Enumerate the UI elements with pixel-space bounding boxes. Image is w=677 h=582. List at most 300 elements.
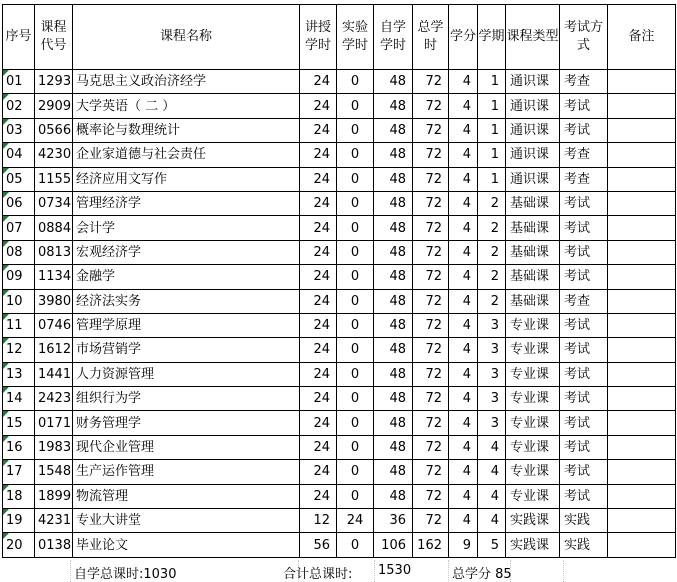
cell-course-type[interactable] bbox=[506, 338, 560, 362]
cell-credit[interactable] bbox=[449, 435, 478, 459]
cell-lab-hours[interactable] bbox=[337, 411, 374, 435]
cell-self-study-hours[interactable] bbox=[374, 484, 413, 508]
cell-lab-hours[interactable] bbox=[337, 265, 374, 289]
cell-note[interactable] bbox=[608, 216, 676, 240]
cell-lab-hours-text: 0 bbox=[350, 391, 360, 407]
cell-term-text: 4 bbox=[490, 488, 499, 504]
cell-course-name-text: 会计学 bbox=[76, 220, 116, 236]
cell-note[interactable] bbox=[608, 509, 676, 533]
cell-total-hours[interactable] bbox=[413, 533, 449, 557]
cell-lecture-hours-text: 24 bbox=[313, 220, 330, 236]
cell-lab-hours[interactable] bbox=[337, 94, 374, 118]
cell-note[interactable] bbox=[608, 411, 676, 435]
cell-lecture-hours-text: 24 bbox=[313, 171, 330, 187]
cell-total-hours[interactable] bbox=[413, 191, 449, 215]
cell-code[interactable] bbox=[35, 216, 73, 240]
cell-self-study-hours[interactable] bbox=[374, 265, 413, 289]
cell-lecture-hours[interactable] bbox=[300, 167, 337, 191]
cell-course-type[interactable] bbox=[506, 240, 560, 264]
cell-code[interactable] bbox=[35, 460, 73, 484]
cell-exam-method[interactable] bbox=[560, 167, 608, 191]
cell-course-name[interactable] bbox=[73, 289, 300, 313]
credit-total[interactable]: 总学分 85 bbox=[452, 567, 512, 582]
cell-seq[interactable] bbox=[3, 338, 35, 362]
cell-course-name[interactable] bbox=[73, 240, 300, 264]
cell-seq[interactable] bbox=[3, 411, 35, 435]
cell-lecture-hours[interactable] bbox=[300, 411, 337, 435]
cell-code[interactable] bbox=[35, 509, 73, 533]
cell-term[interactable] bbox=[478, 362, 506, 386]
cell-course-name[interactable] bbox=[73, 362, 300, 386]
cell-lecture-hours[interactable] bbox=[300, 435, 337, 459]
cell-self-study-hours[interactable] bbox=[374, 94, 413, 118]
cell-term[interactable] bbox=[478, 191, 506, 215]
cell-seq[interactable] bbox=[3, 143, 35, 167]
cell-course-type[interactable] bbox=[506, 70, 560, 94]
cell-note[interactable] bbox=[608, 289, 676, 313]
cell-seq[interactable] bbox=[3, 362, 35, 386]
cell-code[interactable] bbox=[35, 533, 73, 557]
cell-lab-hours[interactable] bbox=[337, 118, 374, 142]
cell-exam-method-text: 实践 bbox=[564, 537, 591, 553]
text-number-warning-marker bbox=[3, 485, 9, 491]
cell-lab-hours[interactable] bbox=[337, 435, 374, 459]
cell-exam-method[interactable] bbox=[560, 338, 608, 362]
header-lab[interactable]: 实验学时 bbox=[337, 5, 374, 70]
cell-lab-hours[interactable] bbox=[337, 70, 374, 94]
cell-total-hours[interactable] bbox=[413, 362, 449, 386]
cell-code[interactable] bbox=[35, 338, 73, 362]
cell-lab-hours[interactable] bbox=[337, 240, 374, 264]
cell-self-study-hours[interactable] bbox=[374, 460, 413, 484]
cell-self-study-hours[interactable] bbox=[374, 143, 413, 167]
cell-course-type[interactable] bbox=[506, 216, 560, 240]
cell-lab-hours-text: 0 bbox=[350, 244, 360, 260]
cell-credit[interactable] bbox=[449, 191, 478, 215]
header-total[interactable]: 总学时 bbox=[413, 5, 449, 70]
cell-seq-text: 06 bbox=[6, 196, 23, 212]
cell-course-name-text: 马克思主义政治济经学 bbox=[76, 74, 207, 90]
cell-lab-hours[interactable] bbox=[337, 509, 374, 533]
cell-code[interactable] bbox=[35, 411, 73, 435]
cell-lab-hours[interactable] bbox=[337, 484, 374, 508]
cell-lecture-hours[interactable] bbox=[300, 216, 337, 240]
cell-lecture-hours[interactable] bbox=[300, 362, 337, 386]
cell-credit[interactable] bbox=[449, 460, 478, 484]
cell-exam-method[interactable] bbox=[560, 143, 608, 167]
cell-lab-hours-text: 0 bbox=[350, 293, 360, 309]
grand-total-value[interactable]: 1530 bbox=[378, 563, 412, 578]
cell-note[interactable] bbox=[608, 338, 676, 362]
cell-course-name-text: 市场营销学 bbox=[76, 342, 142, 358]
cell-total-hours[interactable] bbox=[413, 143, 449, 167]
cell-total-hours[interactable] bbox=[413, 460, 449, 484]
cell-seq-text: 10 bbox=[6, 293, 23, 309]
cell-lecture-hours[interactable] bbox=[300, 118, 337, 142]
cell-credit[interactable] bbox=[449, 216, 478, 240]
cell-lab-hours[interactable] bbox=[337, 387, 374, 411]
cell-exam-method-text: 考试 bbox=[564, 196, 591, 212]
cell-seq[interactable] bbox=[3, 435, 35, 459]
cell-self-study-hours[interactable] bbox=[374, 240, 413, 264]
cell-note[interactable] bbox=[608, 167, 676, 191]
cell-code[interactable] bbox=[35, 435, 73, 459]
cell-total-hours[interactable] bbox=[413, 387, 449, 411]
header-credit[interactable]: 学分 bbox=[449, 5, 478, 70]
cell-exam-method[interactable] bbox=[560, 216, 608, 240]
cell-lecture-hours[interactable] bbox=[300, 240, 337, 264]
cell-course-name[interactable] bbox=[73, 313, 300, 337]
cell-lab-hours-text: 0 bbox=[350, 342, 360, 358]
cell-total-hours[interactable] bbox=[413, 216, 449, 240]
cell-credit[interactable] bbox=[449, 484, 478, 508]
cell-exam-method-text: 考试 bbox=[564, 488, 591, 504]
cell-seq[interactable] bbox=[3, 118, 35, 142]
cell-course-name-text: 经济法实务 bbox=[76, 293, 142, 309]
cell-course-type[interactable] bbox=[506, 289, 560, 313]
cell-code[interactable] bbox=[35, 167, 73, 191]
cell-code-text: 3980 bbox=[38, 293, 72, 309]
cell-code[interactable] bbox=[35, 191, 73, 215]
cell-term[interactable] bbox=[478, 387, 506, 411]
cell-exam-method[interactable] bbox=[560, 387, 608, 411]
cell-exam-method[interactable] bbox=[560, 509, 608, 533]
cell-lab-hours[interactable] bbox=[337, 143, 374, 167]
cell-code[interactable] bbox=[35, 362, 73, 386]
cell-note[interactable] bbox=[608, 484, 676, 508]
cell-course-name[interactable] bbox=[73, 70, 300, 94]
cell-exam-method[interactable] bbox=[560, 240, 608, 264]
cell-total-hours[interactable] bbox=[413, 240, 449, 264]
cell-self-study-hours[interactable] bbox=[374, 387, 413, 411]
cell-term[interactable] bbox=[478, 70, 506, 94]
cell-course-name[interactable] bbox=[73, 216, 300, 240]
cell-exam-method-text: 考试 bbox=[564, 391, 591, 407]
cell-self-study-hours[interactable] bbox=[374, 435, 413, 459]
cell-self-study-hours[interactable] bbox=[374, 289, 413, 313]
cell-course-name[interactable] bbox=[73, 387, 300, 411]
cell-course-type[interactable] bbox=[506, 143, 560, 167]
cell-code[interactable] bbox=[35, 118, 73, 142]
cell-term[interactable] bbox=[478, 94, 506, 118]
cell-lecture-hours[interactable] bbox=[300, 143, 337, 167]
cell-credit[interactable] bbox=[449, 94, 478, 118]
cell-note[interactable] bbox=[608, 143, 676, 167]
cell-self-study-hours[interactable] bbox=[374, 313, 413, 337]
grand-total-label[interactable]: 合计总课时: bbox=[283, 567, 353, 582]
cell-term[interactable] bbox=[478, 484, 506, 508]
cell-course-name[interactable] bbox=[73, 460, 300, 484]
cell-self-study-hours[interactable] bbox=[374, 191, 413, 215]
cell-course-type[interactable] bbox=[506, 484, 560, 508]
cell-term[interactable] bbox=[478, 313, 506, 337]
cell-self-study-hours[interactable] bbox=[374, 216, 413, 240]
header-exam[interactable]: 考试方式 bbox=[560, 5, 608, 70]
cell-course-name[interactable] bbox=[73, 435, 300, 459]
cell-code[interactable] bbox=[35, 313, 73, 337]
cell-note[interactable] bbox=[608, 191, 676, 215]
cell-term[interactable] bbox=[478, 289, 506, 313]
cell-credit[interactable] bbox=[449, 289, 478, 313]
cell-course-name[interactable] bbox=[73, 509, 300, 533]
cell-lab-hours-text: 0 bbox=[350, 415, 360, 431]
cell-seq[interactable] bbox=[3, 167, 35, 191]
cell-total-hours[interactable] bbox=[413, 118, 449, 142]
cell-note[interactable] bbox=[608, 387, 676, 411]
cell-seq[interactable] bbox=[3, 240, 35, 264]
cell-credit[interactable] bbox=[449, 313, 478, 337]
cell-self-study-hours[interactable] bbox=[374, 533, 413, 557]
cell-course-type[interactable] bbox=[506, 509, 560, 533]
cell-lab-hours[interactable] bbox=[337, 289, 374, 313]
cell-seq[interactable] bbox=[3, 387, 35, 411]
cell-seq[interactable] bbox=[3, 484, 35, 508]
cell-code[interactable] bbox=[35, 484, 73, 508]
cell-credit[interactable] bbox=[449, 338, 478, 362]
cell-credit[interactable] bbox=[449, 240, 478, 264]
cell-lecture-hours[interactable] bbox=[300, 460, 337, 484]
cell-seq[interactable] bbox=[3, 191, 35, 215]
cell-credit[interactable] bbox=[449, 118, 478, 142]
cell-total-hours-text: 72 bbox=[425, 513, 442, 529]
cell-credit[interactable] bbox=[449, 167, 478, 191]
cell-term[interactable] bbox=[478, 509, 506, 533]
cell-credit[interactable] bbox=[449, 70, 478, 94]
cell-self-study-hours[interactable] bbox=[374, 338, 413, 362]
cell-code[interactable] bbox=[35, 70, 73, 94]
cell-seq[interactable] bbox=[3, 70, 35, 94]
cell-term-text: 1 bbox=[490, 74, 499, 90]
cell-term-text: 4 bbox=[490, 513, 499, 529]
cell-credit[interactable] bbox=[449, 387, 478, 411]
cell-total-hours[interactable] bbox=[413, 435, 449, 459]
cell-course-type[interactable] bbox=[506, 313, 560, 337]
cell-self-study-hours-text: 48 bbox=[389, 391, 406, 407]
cell-course-name-text: 财务管理学 bbox=[76, 415, 142, 431]
cell-term[interactable] bbox=[478, 167, 506, 191]
cell-lecture-hours[interactable] bbox=[300, 191, 337, 215]
cell-total-hours[interactable] bbox=[413, 313, 449, 337]
header-name[interactable]: 课程名称 bbox=[73, 5, 300, 70]
cell-course-name[interactable] bbox=[73, 265, 300, 289]
cell-lab-hours[interactable] bbox=[337, 313, 374, 337]
cell-course-name[interactable] bbox=[73, 118, 300, 142]
cell-lecture-hours[interactable] bbox=[300, 338, 337, 362]
cell-total-hours[interactable] bbox=[413, 94, 449, 118]
cell-code-text: 4231 bbox=[38, 513, 72, 529]
cell-code[interactable] bbox=[35, 94, 73, 118]
cell-total-hours[interactable] bbox=[413, 70, 449, 94]
cell-term[interactable] bbox=[478, 240, 506, 264]
grid-line bbox=[448, 560, 449, 582]
cell-lecture-hours[interactable] bbox=[300, 533, 337, 557]
cell-course-type[interactable] bbox=[506, 435, 560, 459]
cell-term[interactable] bbox=[478, 435, 506, 459]
cell-exam-method[interactable] bbox=[560, 313, 608, 337]
cell-course-name[interactable] bbox=[73, 191, 300, 215]
cell-course-type[interactable] bbox=[506, 265, 560, 289]
cell-lecture-hours[interactable] bbox=[300, 265, 337, 289]
cell-course-type[interactable] bbox=[506, 118, 560, 142]
cell-exam-method[interactable] bbox=[560, 118, 608, 142]
cell-total-hours[interactable] bbox=[413, 289, 449, 313]
cell-seq[interactable] bbox=[3, 289, 35, 313]
cell-total-hours[interactable] bbox=[413, 265, 449, 289]
cell-total-hours[interactable] bbox=[413, 484, 449, 508]
cell-course-name-text: 生产运作管理 bbox=[76, 464, 155, 480]
cell-self-study-hours[interactable] bbox=[374, 167, 413, 191]
cell-exam-method[interactable] bbox=[560, 94, 608, 118]
cell-term[interactable] bbox=[478, 533, 506, 557]
cell-term[interactable] bbox=[478, 216, 506, 240]
cell-exam-method-text: 考试 bbox=[564, 269, 591, 285]
cell-seq-text: 05 bbox=[6, 171, 23, 187]
cell-course-type[interactable] bbox=[506, 533, 560, 557]
cell-code[interactable] bbox=[35, 240, 73, 264]
cell-exam-method[interactable] bbox=[560, 265, 608, 289]
cell-term[interactable] bbox=[478, 338, 506, 362]
cell-total-hours-text: 72 bbox=[425, 122, 442, 138]
cell-lab-hours[interactable] bbox=[337, 460, 374, 484]
cell-credit[interactable] bbox=[449, 411, 478, 435]
cell-course-name[interactable] bbox=[73, 143, 300, 167]
header-lecture[interactable]: 讲授学时 bbox=[300, 5, 337, 70]
cell-total-hours[interactable] bbox=[413, 167, 449, 191]
header-type[interactable]: 课程类型 bbox=[506, 5, 560, 70]
cell-seq[interactable] bbox=[3, 94, 35, 118]
cell-code[interactable] bbox=[35, 265, 73, 289]
cell-lecture-hours[interactable] bbox=[300, 484, 337, 508]
cell-self-study-hours[interactable] bbox=[374, 118, 413, 142]
cell-course-type-text: 专业课 bbox=[510, 464, 550, 480]
cell-exam-method[interactable] bbox=[560, 70, 608, 94]
cell-code-text: 1134 bbox=[38, 269, 72, 285]
cell-course-name[interactable] bbox=[73, 411, 300, 435]
cell-exam-method[interactable] bbox=[560, 362, 608, 386]
cell-note[interactable] bbox=[608, 118, 676, 142]
cell-lecture-hours[interactable] bbox=[300, 313, 337, 337]
cell-lab-hours-text: 0 bbox=[350, 269, 360, 285]
cell-lab-hours[interactable] bbox=[337, 191, 374, 215]
text-number-warning-marker bbox=[3, 533, 9, 539]
cell-course-name[interactable] bbox=[73, 533, 300, 557]
cell-term[interactable] bbox=[478, 460, 506, 484]
header-code[interactable]: 课程代号 bbox=[35, 5, 73, 70]
cell-credit[interactable] bbox=[449, 533, 478, 557]
cell-self-study-hours[interactable] bbox=[374, 411, 413, 435]
cell-exam-method-text: 考试 bbox=[564, 342, 591, 358]
cell-lecture-hours[interactable] bbox=[300, 509, 337, 533]
cell-credit[interactable] bbox=[449, 265, 478, 289]
header-seq[interactable]: 序号 bbox=[3, 5, 35, 70]
cell-lab-hours[interactable] bbox=[337, 533, 374, 557]
header-self[interactable]: 自学学时 bbox=[374, 5, 413, 70]
cell-total-hours[interactable] bbox=[413, 509, 449, 533]
cell-code[interactable] bbox=[35, 289, 73, 313]
cell-lecture-hours[interactable] bbox=[300, 289, 337, 313]
cell-self-study-hours[interactable] bbox=[374, 509, 413, 533]
cell-exam-method[interactable] bbox=[560, 191, 608, 215]
cell-exam-method[interactable] bbox=[560, 289, 608, 313]
cell-self-study-hours[interactable] bbox=[374, 70, 413, 94]
cell-credit-text: 4 bbox=[462, 196, 471, 212]
cell-course-type[interactable] bbox=[506, 387, 560, 411]
cell-code[interactable] bbox=[35, 143, 73, 167]
cell-code[interactable] bbox=[35, 387, 73, 411]
cell-course-type[interactable] bbox=[506, 362, 560, 386]
cell-course-type[interactable] bbox=[506, 191, 560, 215]
cell-seq[interactable] bbox=[3, 216, 35, 240]
cell-note[interactable] bbox=[608, 460, 676, 484]
cell-credit[interactable] bbox=[449, 143, 478, 167]
cell-course-type[interactable] bbox=[506, 460, 560, 484]
cell-course-name[interactable] bbox=[73, 484, 300, 508]
cell-note[interactable] bbox=[608, 265, 676, 289]
cell-note[interactable] bbox=[608, 533, 676, 557]
cell-total-hours[interactable] bbox=[413, 338, 449, 362]
cell-lab-hours[interactable] bbox=[337, 216, 374, 240]
cell-total-hours[interactable] bbox=[413, 411, 449, 435]
cell-term[interactable] bbox=[478, 265, 506, 289]
cell-code-text: 1441 bbox=[38, 366, 72, 382]
cell-term[interactable] bbox=[478, 411, 506, 435]
cell-note[interactable] bbox=[608, 94, 676, 118]
cell-lab-hours[interactable] bbox=[337, 167, 374, 191]
cell-credit[interactable] bbox=[449, 509, 478, 533]
cell-lecture-hours-text: 24 bbox=[313, 464, 330, 480]
cell-lecture-hours[interactable] bbox=[300, 387, 337, 411]
header-note[interactable]: 备注 bbox=[608, 5, 676, 70]
cell-lecture-hours[interactable] bbox=[300, 70, 337, 94]
cell-lecture-hours[interactable] bbox=[300, 94, 337, 118]
cell-self-study-hours[interactable] bbox=[374, 362, 413, 386]
cell-course-name[interactable] bbox=[73, 167, 300, 191]
cell-exam-method[interactable] bbox=[560, 533, 608, 557]
cell-credit[interactable] bbox=[449, 362, 478, 386]
cell-lab-hours[interactable] bbox=[337, 338, 374, 362]
cell-lab-hours[interactable] bbox=[337, 362, 374, 386]
self-study-total[interactable]: 自学总课时:1030 bbox=[74, 567, 177, 582]
cell-course-type[interactable] bbox=[506, 94, 560, 118]
cell-course-type-text: 专业课 bbox=[510, 488, 550, 504]
cell-seq[interactable] bbox=[3, 265, 35, 289]
cell-exam-method[interactable] bbox=[560, 460, 608, 484]
cell-exam-method[interactable] bbox=[560, 484, 608, 508]
cell-term[interactable] bbox=[478, 118, 506, 142]
cell-note[interactable] bbox=[608, 313, 676, 337]
cell-course-type[interactable] bbox=[506, 411, 560, 435]
cell-seq[interactable] bbox=[3, 460, 35, 484]
cell-course-name[interactable] bbox=[73, 94, 300, 118]
cell-self-study-hours-text: 48 bbox=[389, 366, 406, 382]
cell-lab-hours-text: 0 bbox=[350, 440, 360, 456]
cell-note[interactable] bbox=[608, 240, 676, 264]
header-term[interactable]: 学期 bbox=[478, 5, 506, 70]
cell-seq[interactable] bbox=[3, 313, 35, 337]
cell-note[interactable] bbox=[608, 362, 676, 386]
text-number-warning-marker bbox=[3, 70, 9, 76]
cell-note[interactable] bbox=[608, 435, 676, 459]
cell-course-type[interactable] bbox=[506, 167, 560, 191]
cell-exam-method[interactable] bbox=[560, 435, 608, 459]
cell-term[interactable] bbox=[478, 143, 506, 167]
cell-course-name[interactable] bbox=[73, 338, 300, 362]
cell-seq[interactable] bbox=[3, 509, 35, 533]
cell-exam-method[interactable] bbox=[560, 411, 608, 435]
cell-note[interactable] bbox=[608, 70, 676, 94]
cell-credit-text: 4 bbox=[462, 74, 471, 90]
cell-seq[interactable] bbox=[3, 533, 35, 557]
